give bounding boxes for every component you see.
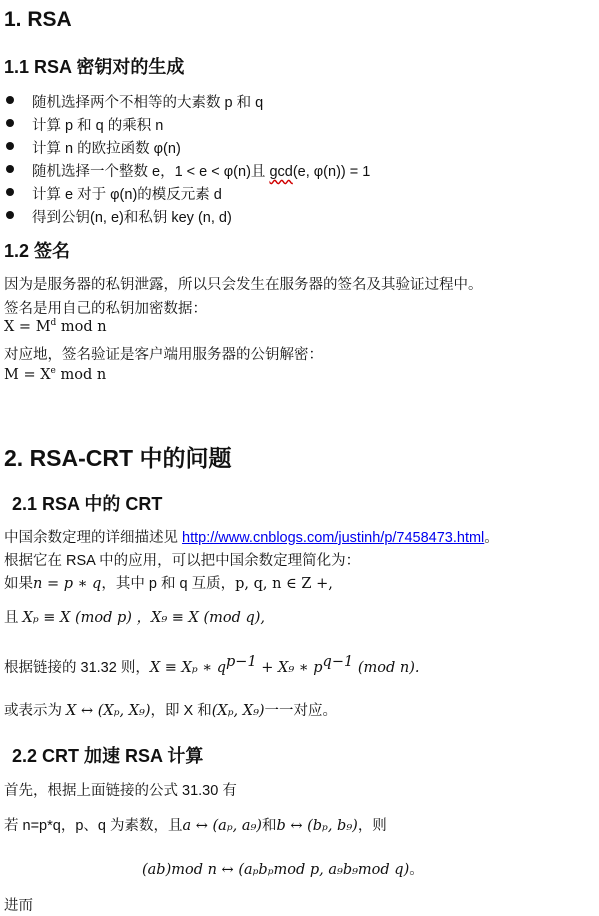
list-item: 随机选择两个不相等的大素数 p 和 q [32,95,264,111]
inline-math: b ↔ (bₚ, b₉) [276,818,358,834]
inline-math: Xₚ ≡ X (mod p) ，X₉ ≡ X (mod q), [22,610,266,626]
section-2-heading: 2. RSA-CRT 中的问题 [4,445,232,471]
bullet-dot [6,96,14,104]
paragraph-text: 一一对应。 [264,703,338,719]
inline-math: (Xₚ, X₉) [211,703,265,719]
paragraph [4,606,265,627]
paragraph [4,572,333,593]
section-1-heading: 1. RSA [4,8,72,31]
bullet-dot [6,142,14,150]
equation-sup: e [50,366,56,376]
inline-math-sup: p−1 [226,654,257,670]
bullet-dot [6,165,14,173]
paragraph: 根据它在 RSA 中的应用，可以把中国余数定理简化为： [4,553,361,569]
paragraph-text: 。 [484,530,499,546]
paragraph-text: ，则 [357,818,387,834]
paragraph: 签名是用自己的私钥加密数据： [4,301,207,317]
list-item: 计算 p 和 q 的乘积 n [32,118,164,134]
inline-math: a ↔ (aₚ, a₉) [182,818,262,834]
equation-text: M = X [4,366,51,383]
inline-math: (ab)mod n ↔ (aₚbₚmod p, a₉b₉mod q) [142,862,410,878]
reference-link[interactable]: http://www.cnblogs.com/justinh/p/7458473.html [182,530,485,546]
equation-text: mod n [56,318,107,335]
list-item: 得到公钥(n, e)和私钥 key (n, d) [32,210,232,226]
list-item: 计算 e 对于 φ(n)的模反元素 d [32,187,222,203]
subsection-2-2-heading: 2.2 CRT 加速 RSA 计算 [12,746,204,766]
paragraph-text: ，即 X 和 [150,703,212,719]
list-item-text: 随机选择一个整数 e，1 < e < φ(n)且 [32,164,270,180]
paragraph-text: 。 [409,862,424,878]
list-item [32,160,370,181]
paragraph [4,654,419,677]
equation-text: X = M [4,318,51,335]
equation-text: mod n [55,366,107,383]
bullet-dot [6,188,14,196]
bullet-dot [6,119,14,127]
paragraph: 进而 [4,898,33,914]
paragraph [4,526,499,547]
subsection-2-1-heading: 2.1 RSA 中的 CRT [12,494,163,514]
paragraph-text: 若 n=p*q，p、q 为素数，且 [4,818,183,834]
list-item-text: (e, φ(n)) = 1 [292,164,371,180]
inline-math: X ↔ (Xₚ, X₉) [66,703,151,719]
equation [142,858,424,879]
inline-math: p, q, n ∈ Z +, [235,576,333,592]
spellcheck-word: gcd [269,164,293,180]
paragraph: 对应地，签名验证是客户端用服务器的公钥解密： [4,347,323,363]
paragraph-text: 中国余数定理的详细描述见 [4,530,183,546]
equation [4,318,107,335]
equation [4,366,106,383]
paragraph-text: 如果 [4,576,33,592]
paragraph-text: 和 [261,818,277,834]
bullet-dot [6,211,14,219]
paragraph-text: 或表示为 [4,703,67,719]
inline-math: X ≡ Xₚ ∗ q [149,659,227,676]
paragraph-text: ，其中 p 和 q 互质， [101,576,236,592]
paragraph-text: 根据链接的 31.32 则， [4,659,150,676]
paragraph: 因为是服务器的私钥泄露，所以只会发生在服务器的签名及其验证过程中。 [4,277,483,293]
paragraph-text: 且 [4,610,23,626]
subsection-1-2-heading: 1.2 签名 [4,241,71,261]
paragraph [4,814,387,835]
equation-sup: d [50,318,57,328]
paragraph: 首先，根据上面链接的公式 31.30 有 [4,783,237,799]
paragraph [4,699,337,720]
subsection-1-1-heading: 1.1 RSA 密钥对的生成 [4,57,185,77]
inline-math-sup: q−1 [322,654,354,670]
list-item: 计算 n 的欧拉函数 φ(n) [32,141,181,157]
inline-math: + X₉ ∗ p [256,659,323,676]
inline-math: (mod n). [353,659,420,676]
inline-math: n = p ∗ q [33,576,102,592]
